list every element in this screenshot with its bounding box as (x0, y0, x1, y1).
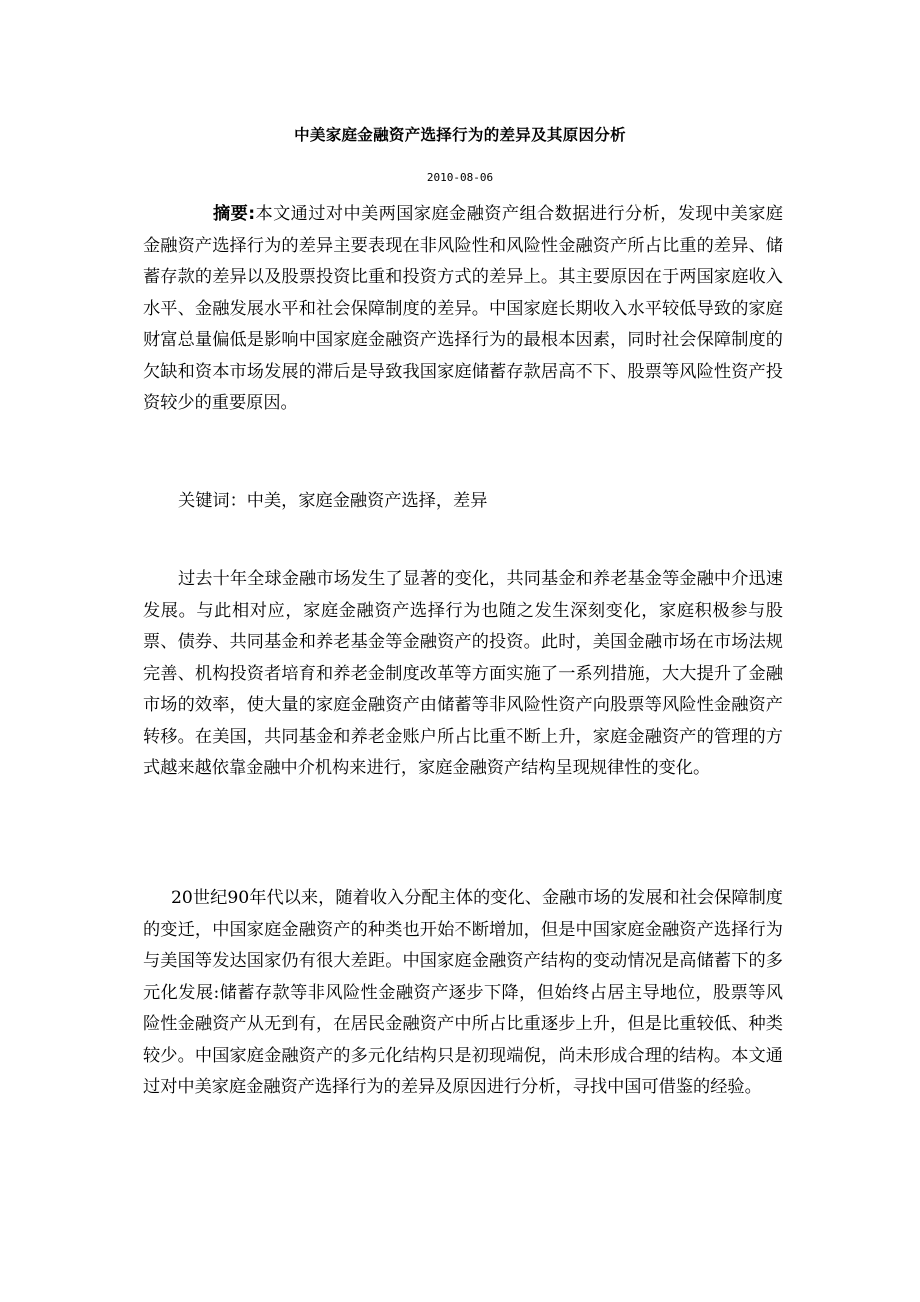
body-paragraph-1: 过去十年全球金融市场发生了显著的变化，共同基金和养老基金等金融中介迅速发展。与此相对应，家庭金融资产选择行为也随之发生深刻变化，家庭积极参与股票、债券、共同基金和养老基金等金融资产的投资。此时，美国金融市场在市场法规完善、机构投资者培育和养老金制度改革等方面实施了一系列措施，大大提升了金融市场的效率，使大量的家庭金融资产由储蓄等非风险性资产向股票等风险性金融资产转移。在美国，共同基金和养老金账户所占比重不断上升，家庭金融资产的管理的方式越来越依靠金融中介机构来进行，家庭金融资产结构呈现规律性的变化。 (143, 569, 783, 778)
keywords-text: 中美，家庭金融资产选择，差异 (246, 491, 488, 511)
body-paragraph-2: 20世纪90年代以来，随着收入分配主体的变化、金融市场的发展和社会保障制度的变迁，中国家庭金融资产的种类也开始不断增加，但是中国家庭金融资产选择行为与美国等发达国家仍有很大差距。中国家庭金融资产结构的变动情况是高储蓄下的多元化发展:储蓄存款等非风险性金融资产逐步下降，但始终占居主导地位，股票等风险性金融资产从无到有，在居民金融资产中所占比重逐步上升，但是比重较低、种类较少。中国家庭金融资产的多元化结构只是初现端倪，尚未形成合理的结构。本文通过对中美家庭金融资产选择行为的差异及原因进行分析，寻找中国可借鉴的经验。 (143, 888, 783, 1097)
abstract-text: 本文通过对中美两国家庭金融资产组合数据进行分析，发现中美家庭金融资产选择行为的差异主要表现在非风险性和风险性金融资产所占比重的差异、储蓄存款的差异以及股票投资比重和投资方式的差异上。其主要原因在于两国家庭收入水平、金融发展水平和社会保障制度的差异。中国家庭长期收入水平较低导致的家庭财富总量偏低是影响中国家庭金融资产选择行为的最根本因素，同时社会保障制度的欠缺和资本市场发展的滞后是导致我国家庭储蓄存款居高不下、股票等风险性资产投资较少的重要原因。 (143, 204, 783, 413)
abstract-label: 摘要: (213, 204, 256, 224)
publish-date: 2010-08-06 (426, 171, 494, 184)
document-title: 中美家庭金融资产选择行为的差异及其原因分析 (294, 126, 626, 144)
keywords-label: 关键词： (178, 491, 247, 511)
abstract-paragraph (143, 199, 783, 420)
keywords-paragraph (143, 486, 783, 518)
